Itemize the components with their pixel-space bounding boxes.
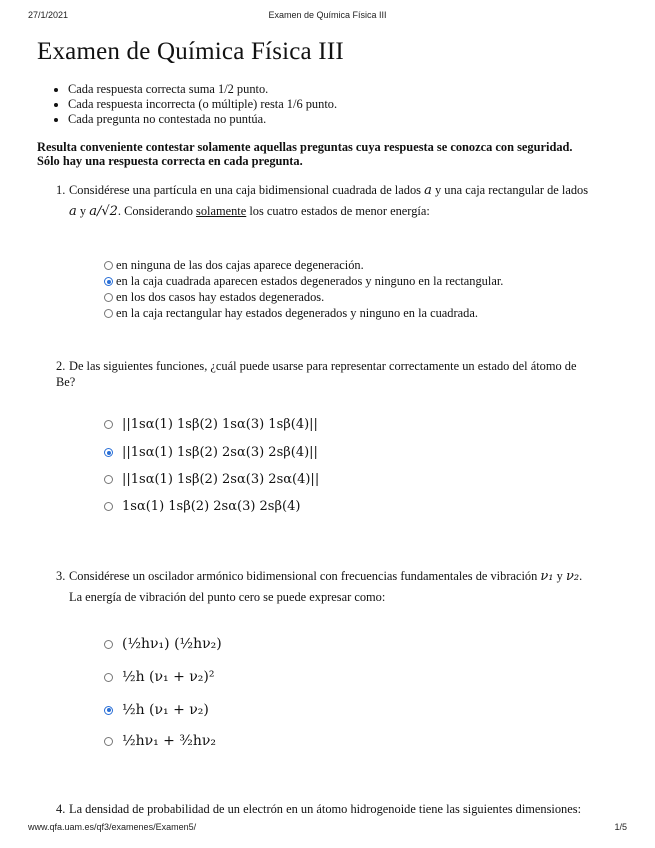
question-text: Considérese una partícula en una caja bidimensional cuadrada de lados a y una caja rectangular de lados a y a/√2. Considerando solamente los cuatro estados de menor energía:	[69, 183, 589, 219]
question-number: 3.	[56, 569, 66, 583]
radio-button[interactable]	[104, 309, 113, 318]
question-1	[56, 180, 616, 222]
page-number: 1/5	[614, 822, 627, 832]
q2-option-b[interactable]: ||1sα(1) 1sβ(2) 2sα(3) 2sβ(4)||	[104, 445, 318, 460]
q3-option-a[interactable]: (½hν₁) (½hν₂)	[104, 636, 222, 652]
math-var: a	[424, 183, 432, 198]
question-text: La densidad de probabilidad de un electrón en un átomo hidrogenoide tiene las siguientes dimensiones:	[69, 802, 582, 816]
q1-option-b[interactable]: en la caja cuadrada aparecen estados degenerados y ninguno en la rectangular.	[104, 274, 503, 289]
radio-button[interactable]	[104, 737, 113, 746]
question-number: 2.	[56, 359, 66, 373]
question-number: 4.	[56, 802, 66, 816]
math-var: ν₂	[565, 569, 580, 584]
radio-button[interactable]	[104, 420, 113, 429]
print-date: 27/1/2021	[28, 10, 69, 20]
warning-line-2: Sólo hay una respuesta correcta en cada pregunta.	[37, 154, 303, 168]
question-4	[56, 799, 616, 819]
q3-option-c[interactable]: ½h (ν₁ + ν₂)	[104, 702, 209, 718]
warning-line-1: Resulta conveniente contestar solamente aquellas preguntas cuya respuesta se conozca con seguridad.	[37, 140, 573, 154]
q1-option-d[interactable]: en la caja rectangular hay estados degenerados y ninguno en la cuadrada.	[104, 306, 478, 321]
radio-button[interactable]	[104, 261, 113, 270]
page-header	[28, 10, 627, 24]
math-frac: a/√2	[89, 204, 118, 219]
q3-option-d[interactable]: ½hν₁ + ³⁄₂hν₂	[104, 733, 216, 749]
page-footer	[28, 822, 627, 834]
radio-button[interactable]	[104, 293, 113, 302]
radio-button-selected[interactable]	[104, 277, 113, 286]
radio-button[interactable]	[104, 640, 113, 649]
radio-button[interactable]	[104, 475, 113, 484]
question-2	[56, 358, 616, 390]
warning-text	[37, 140, 617, 168]
rule-item: • Cada respuesta correcta suma 1/2 punto.	[68, 82, 337, 97]
radio-button[interactable]	[104, 502, 113, 511]
q2-option-d[interactable]: 1sα(1) 1sβ(2) 2sα(3) 2sβ(4)	[104, 499, 300, 514]
math-var: ν₁	[540, 569, 554, 584]
emphasis-word: solamente	[196, 204, 247, 218]
q2-option-a[interactable]: ||1sα(1) 1sβ(2) 1sα(3) 1sβ(4)||	[104, 417, 318, 432]
radio-button-selected[interactable]	[104, 448, 113, 457]
rules-list	[50, 82, 337, 127]
question-text: De las siguientes funciones, ¿cuál puede usarse para representar correctamente un estado del átomo de Be?	[56, 359, 577, 389]
question-3	[56, 566, 616, 607]
rule-item: • Cada respuesta incorrecta (o múltiple) resta 1/6 punto.	[68, 97, 337, 112]
question-number: 1.	[56, 183, 66, 197]
print-title: Examen de Química Física III	[268, 10, 387, 20]
page-url: www.qfa.uam.es/qf3/examenes/Examen5/	[28, 822, 197, 832]
page-title: Examen de Química Física III	[37, 38, 344, 65]
radio-button[interactable]	[104, 673, 113, 682]
q1-option-a[interactable]: en ninguna de las dos cajas aparece degeneración.	[104, 258, 364, 273]
question-text: Considérese un oscilador armónico bidimensional con frecuencias fundamentales de vibración ν₁ y ν₂. La energía de vibración del punto cero se puede expresar como:	[69, 569, 583, 604]
radio-button-selected[interactable]	[104, 706, 113, 715]
q2-option-c[interactable]: ||1sα(1) 1sβ(2) 2sα(3) 2sα(4)||	[104, 472, 319, 487]
rule-item: • Cada pregunta no contestada no puntúa.	[68, 112, 337, 127]
q3-option-b[interactable]: ½h (ν₁ + ν₂)²	[104, 669, 214, 685]
q1-option-c[interactable]: en los dos casos hay estados degenerados.	[104, 290, 324, 305]
math-var: a	[69, 204, 77, 219]
